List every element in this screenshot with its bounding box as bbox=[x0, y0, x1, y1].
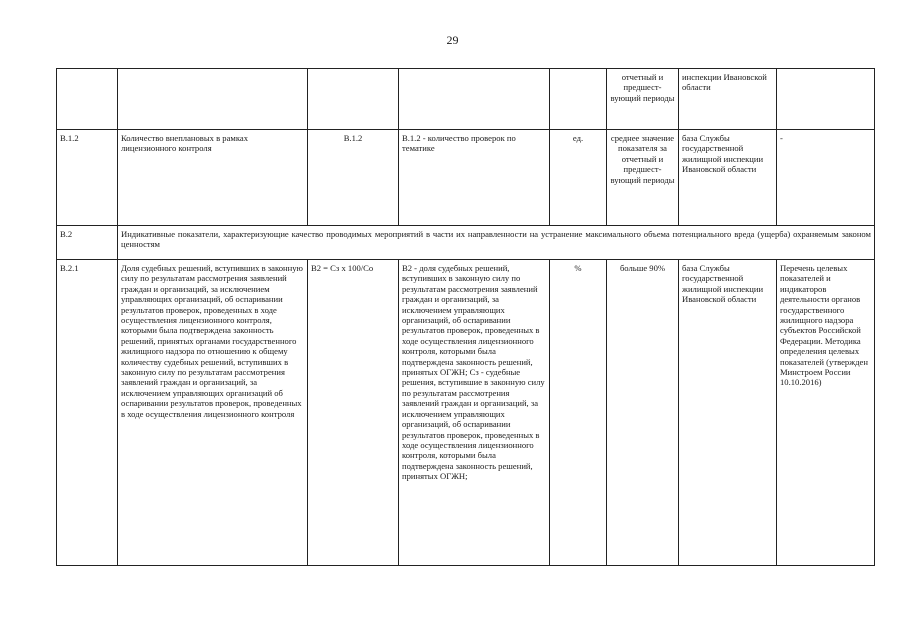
table-row-b12 bbox=[57, 130, 875, 226]
cell-indicator-name bbox=[118, 69, 308, 130]
cell-formula bbox=[308, 69, 399, 130]
cell-code: В.1.2 bbox=[57, 130, 118, 226]
cell-data-source: база Службы государственной жилищной инспекции Ивановской области bbox=[679, 130, 777, 226]
cell-target-value: среднее значение показателя за отчетный и предшест-вующий периоды bbox=[607, 130, 679, 226]
cell-formula-description bbox=[399, 69, 550, 130]
indicators-table bbox=[56, 68, 875, 566]
cell-formula: В.1.2 bbox=[308, 130, 399, 226]
cell-note: - bbox=[777, 130, 875, 226]
cell-unit: ед. bbox=[550, 130, 607, 226]
cell-code: В.2.1 bbox=[57, 260, 118, 566]
cell-code bbox=[57, 69, 118, 130]
cell-data-source: инспекции Ивановской области bbox=[679, 69, 777, 130]
cell-formula-description: В2 - доля судебных решений, вступивших в законную силу по результатам рассмотрения заявлений граждан и организаций, за исключением управляющих организаций, об оспаривании результатов проверок, проведенных в ходе осуществления лицензионного контроля, которыми была подтверждена законность решений, принятых ОГЖН; Сз - судебные решения, вступившие в законную силу по результатам рассмотрения заявлений граждан и организаций, за исключением управляющих организаций, об оспаривании результатов проверок, проведенных в ходе осуществления лицензионного контроля, которыми была подтверждена законность решений, принятых ОГЖН; bbox=[399, 260, 550, 566]
cell-unit: % bbox=[550, 260, 607, 566]
cell-section-code: В.2 bbox=[57, 226, 118, 260]
table-row-b21 bbox=[57, 260, 875, 566]
page-number: 29 bbox=[446, 33, 459, 47]
table-row-section-b2 bbox=[57, 226, 875, 260]
cell-note: Перечень целевых показателей и индикаторов деятельности органов государственного жилищного надзора субъектов Российской Федерации. Методика определения целевых показателей (утвержден Минстроем России 10.10.2016) bbox=[777, 260, 875, 566]
cell-section-title: Индикативные показатели, характеризующие качество проводимых мероприятий в части их направленности на устранение максимального объема потенциального вреда (ущерба) охраняемым законом ценностям bbox=[118, 226, 875, 260]
cell-unit bbox=[550, 69, 607, 130]
cell-indicator-name: Количество внеплановых в рамках лицензионного контроля bbox=[118, 130, 308, 226]
cell-note bbox=[777, 69, 875, 130]
table-row-continuation bbox=[57, 69, 875, 130]
cell-target-value: отчетный и предшест-вующий периоды bbox=[607, 69, 679, 130]
cell-target-value: больше 90% bbox=[607, 260, 679, 566]
cell-formula-description: В.1.2 - количество проверок по тематике bbox=[399, 130, 550, 226]
cell-data-source: база Службы государственной жилищной инспекции Ивановской области bbox=[679, 260, 777, 566]
cell-indicator-name: Доля судебных решений, вступивших в законную силу по результатам рассмотрения заявлений граждан и организаций, за исключением управляющих организаций, об оспаривании результатов проверок, проведенных в ходе осуществления лицензионного контроля, которыми была подтверждена законность решений, принятых органами государственного жилищного надзора по отношению к общему количеству судебных решений, вступивших в законную силу по результатам рассмотрения заявлений граждан и организаций, за исключением управляющих организаций об оспаривании результатов проверок, проведенных в ходе осуществления лицензионного контроля bbox=[118, 260, 308, 566]
cell-formula: В2 = Сз х 100/Со bbox=[308, 260, 399, 566]
